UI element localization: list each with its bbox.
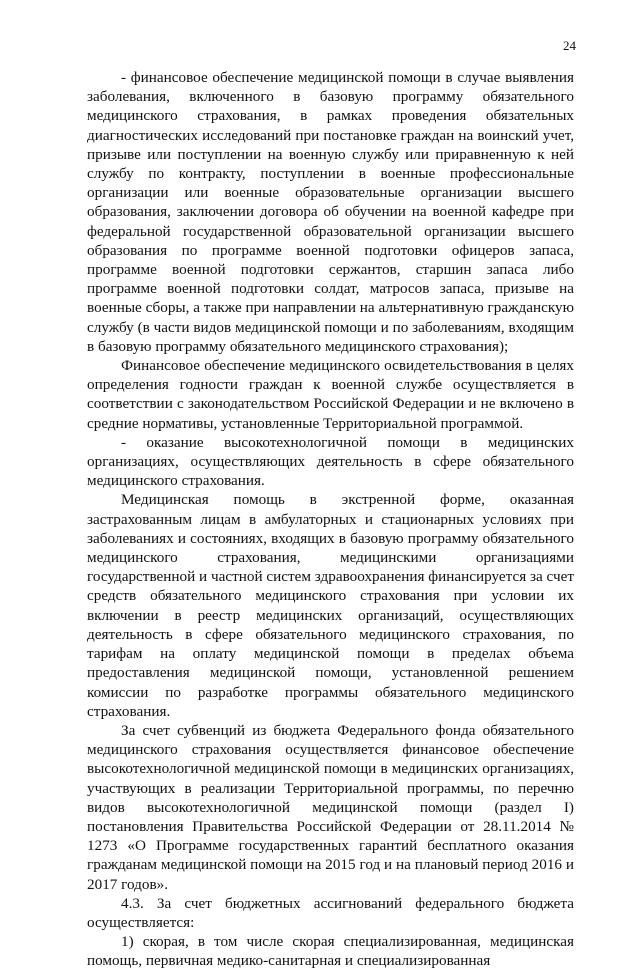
document-body (87, 68, 574, 971)
paragraph-military-registration-financing: - финансовое обеспечение медицинской помощи в случае выявления заболевания, включенного в базовую программу обязательного медицинского страхования, в рамках проведения обязательных диагностических исследований при постановке граждан на воинский учет, призыве или поступлении на военную службу или приравненную к ней службу по контракту, поступлении в военные профессиональные организации или военные образовательные организации высшего образования, заключении договора об обучении на военной кафедре при федеральной государственной образовательной организации высшего образования по программе военной подготовки офицеров запаса, программе военной подготовки сержантов, старшин запаса либо программе военной подготовки солдат, матросов запаса, призыве на военные сборы, а также при направлении на альтернативную гражданскую службу (в части видов медицинской помощи и по заболеваниям, входящим в базовую программу обязательного медицинского страхования); (87, 69, 574, 355)
paragraph-federal-fund-subventions: За счет субвенций из бюджета Федерального фонда обязательного медицинского страхования осуществляется финансовое обеспечение высокотехнологичной медицинской помощи в медицинских организациях, участвующих в реализации Территориальной программы, по перечню видов высокотехнологичной медицинской помощи (раздел I) постановления Правительства Российской Федерации от 28.11.2014 № 1273 «О Программе государственных гарантий бесплатного оказания гражданам медицинской помощи на 2015 год и на плановый период 2016 и 2017 годов». (87, 721, 574, 893)
page-number: 24 (563, 38, 576, 53)
paragraph-medical-examination-financing: Финансовое обеспечение медицинского освидетельствования в целях определения годности граждан к военной службе осуществляется в соответствии с законодательством Российской Федерации и не включено в средние нормативы, установленные Территориальной программой. (87, 357, 574, 432)
paragraph-emergency-care: Медицинская помощь в экстренной форме, оказанная застрахованным лицам в амбулаторных и стационарных условиях при заболеваниях и состояниях, входящих в базовую программу обязательного медицинского страхования, медицинскими организациями государственной и частной систем здравоохранения финансируется за счет средств обязательного медицинского страхования при условии их включении в реестр медицинских организаций, осуществляющих деятельность в сфере обязательного медицинского страхования, по тарифам на оплату медицинской помощи в пределах объема предоставления медицинской помощи, установленной решением комиссии по разработке программы обязательного медицинского страхования. (87, 491, 574, 720)
paragraph-item-1: 1) скорая, в том числе скорая специализированная, медицинская помощь, первичная медико-санитарная и специализированная (87, 933, 574, 970)
paragraph-high-tech-care: - оказание высокотехнологичной помощи в медицинских организациях, осуществляющих деятельность в сфере обязательного медицинского страхования. (87, 433, 574, 490)
paragraph-section-4-3: 4.3. За счет бюджетных ассигнований федерального бюджета осуществляется: (87, 894, 574, 931)
